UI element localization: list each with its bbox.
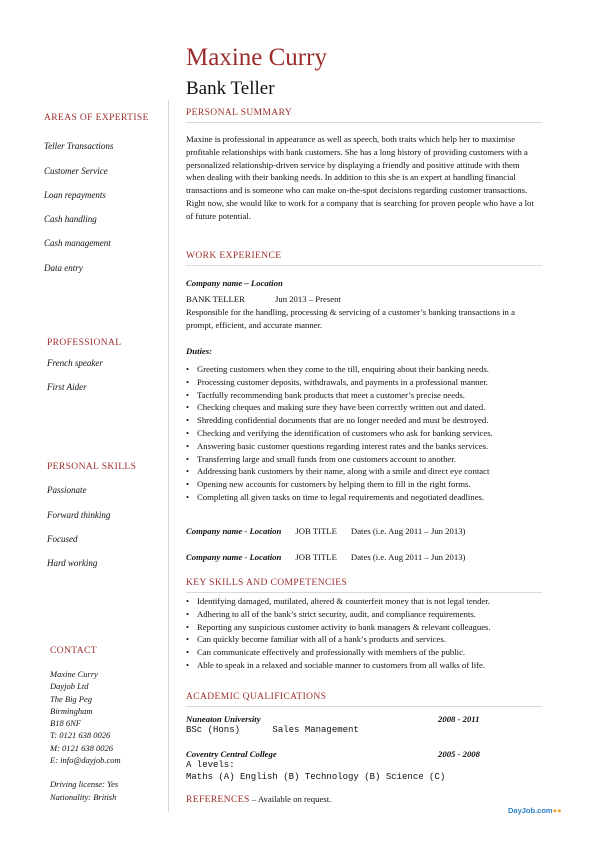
work-description-block bbox=[186, 306, 542, 332]
expertise-item: Data entry bbox=[44, 263, 83, 273]
summary-heading: PERSONAL SUMMARY bbox=[186, 108, 293, 118]
contact-telephone: T: 0121 638 0026 bbox=[50, 730, 111, 741]
list-item: • Able to speak in a relaxed and sociable manner to customers from all walks of life. bbox=[186, 659, 491, 672]
list-item: • Addressing bank customers by their name, along with a smile and direct eye contact bbox=[186, 465, 493, 478]
duties-list bbox=[186, 363, 493, 504]
qualification-detail: A levels: bbox=[186, 760, 235, 770]
job-entry bbox=[186, 526, 465, 536]
job-entry bbox=[186, 552, 465, 562]
contact-address: The Big Peg bbox=[50, 693, 93, 704]
list-item: • Transferring large and small funds from one customers account to another. bbox=[186, 453, 493, 466]
dayjob-logo: DayJob.com●● bbox=[508, 806, 562, 815]
expertise-item: Customer Service bbox=[44, 166, 108, 176]
list-item: • Processing customer deposits, withdrawals, and payments in a professional manner. bbox=[186, 376, 493, 389]
list-item: • Tactfully recommending bank products that meet a customer’s precise needs. bbox=[186, 389, 493, 402]
contact-email[interactable]: E: info@dayjob.com bbox=[50, 755, 121, 766]
job-title-placeholder: JOB TITLE bbox=[295, 526, 337, 536]
qualification-grades: Maths (A) English (B) Technology (B) Science (C) bbox=[186, 772, 446, 782]
key-skills-heading: KEY SKILLS AND COMPETENCIES bbox=[186, 578, 348, 588]
work-company: Company name – Location bbox=[186, 278, 283, 288]
job-title-placeholder: JOB TITLE bbox=[295, 552, 337, 562]
section-divider bbox=[186, 706, 542, 707]
logo-text: DayJob.com bbox=[508, 806, 553, 815]
list-item: • Can communicate effectively and professionally with members of the public. bbox=[186, 646, 491, 659]
contact-mobile: M: 0121 638 0026 bbox=[50, 742, 114, 753]
work-role: BANK TELLER bbox=[186, 294, 245, 304]
list-item: • Can quickly become familiar with all of a bank’s products and services. bbox=[186, 633, 491, 646]
professional-item: French speaker bbox=[47, 358, 103, 368]
key-skills-list bbox=[186, 595, 491, 672]
skill-item: Focused bbox=[47, 534, 78, 544]
list-item: • Checking and verifying the identification of customers who ask for banking services. bbox=[186, 427, 493, 440]
work-role-line bbox=[186, 294, 341, 304]
summary-text: Maxine is professional in appearance as well as speech, both traits which help her to maximise profitable relationships with bank customers. She has a long history of providing customers with a personalized relationship-driven service by displaying a friendly and positive attitude with them when dealing with their banking needs. In addition to this she is an expert at handling financial transactions and is someone who can make on-the-spot decisions regarding customer transactions. Right now, she would like to work for a company that is searching for proven people who have a lot of future potential. bbox=[186, 134, 534, 221]
work-dates: Jun 2013 – Present bbox=[274, 294, 341, 304]
skill-item: Forward thinking bbox=[47, 510, 111, 520]
expertise-heading: AREAS OF EXPERTISE bbox=[44, 113, 149, 123]
contact-details bbox=[50, 668, 121, 803]
professional-heading: PROFESSIONAL bbox=[47, 338, 122, 348]
duties-label: Duties: bbox=[186, 346, 213, 356]
driving-license: Driving license: Yes bbox=[50, 779, 119, 790]
expertise-item: Loan repayments bbox=[44, 190, 106, 200]
references-heading: REFERENCES bbox=[186, 795, 250, 805]
contact-name: Maxine Curry bbox=[50, 669, 98, 679]
job-dates: Dates (i.e. Aug 2011 – Jun 2013) bbox=[350, 526, 466, 536]
contact-city: Birmingham bbox=[50, 705, 93, 716]
list-item: • Shredding confidential documents that are no longer needed and must be destroyed. bbox=[186, 414, 493, 427]
list-item: • Greeting customers when they come to the till, enquiring about their banking needs. bbox=[186, 363, 493, 376]
section-divider bbox=[186, 122, 542, 123]
expertise-item: Cash handling bbox=[44, 214, 97, 224]
institution-years: 2005 - 2008 bbox=[438, 749, 480, 759]
academic-heading: ACADEMIC QUALIFICATIONS bbox=[186, 692, 327, 702]
qualification-detail: BSc (Hons) Sales Management bbox=[186, 725, 359, 735]
references-line bbox=[186, 794, 331, 805]
skill-item: Hard working bbox=[47, 558, 98, 568]
candidate-name: Maxine Curry bbox=[186, 44, 327, 71]
expertise-item: Teller Transactions bbox=[44, 141, 114, 151]
expertise-item: Cash management bbox=[44, 238, 111, 248]
list-item: • Reporting any suspicious customer activity to bank managers & relevant colleagues. bbox=[186, 621, 491, 634]
summary-block bbox=[186, 133, 538, 223]
list-item: • Opening new accounts for customers by helping them to fill in the right forms. bbox=[186, 478, 493, 491]
references-text: – Available on request. bbox=[249, 794, 332, 804]
job-dates: Dates (i.e. Aug 2011 – Jun 2013) bbox=[350, 552, 466, 562]
list-item: • Identifying damaged, mutilated, altered & counterfeit money that is not legal tender. bbox=[186, 595, 491, 608]
list-item: • Answering basic customer questions regarding interest rates and the banks services. bbox=[186, 440, 493, 453]
contact-company: Dayjob Ltd bbox=[50, 681, 89, 692]
column-divider bbox=[168, 100, 169, 812]
skills-heading: PERSONAL SKILLS bbox=[47, 462, 137, 472]
section-divider bbox=[186, 592, 542, 593]
contact-heading: CONTACT bbox=[50, 646, 97, 656]
section-divider bbox=[186, 265, 542, 266]
institution-name: Nuneaton University bbox=[186, 714, 261, 724]
work-heading: WORK EXPERIENCE bbox=[186, 251, 282, 261]
list-item: • Checking cheques and making sure they have been correctly written out and dated. bbox=[186, 401, 493, 414]
institution-name: Coventry Central College bbox=[186, 749, 277, 759]
list-item: • Adhering to all of the bank’s strict security, audit, and compliance requirements. bbox=[186, 608, 491, 621]
job-company: Company name - Location bbox=[186, 526, 282, 536]
work-description: Responsible for the handling, processing & servicing of a customer’s banking transactions in a prompt, efficient, and accurate manner. bbox=[186, 307, 515, 330]
job-title: Bank Teller bbox=[186, 78, 275, 99]
nationality: Nationality: British bbox=[50, 791, 117, 802]
skill-item: Passionate bbox=[47, 485, 87, 495]
institution-years: 2008 - 2011 bbox=[438, 714, 480, 724]
list-item: • Completing all given tasks on time to legal requirements and negotiated deadlines. bbox=[186, 491, 493, 504]
job-company: Company name - Location bbox=[186, 552, 282, 562]
professional-item: First Aider bbox=[47, 382, 87, 392]
contact-postcode: B18 6NF bbox=[50, 718, 81, 729]
